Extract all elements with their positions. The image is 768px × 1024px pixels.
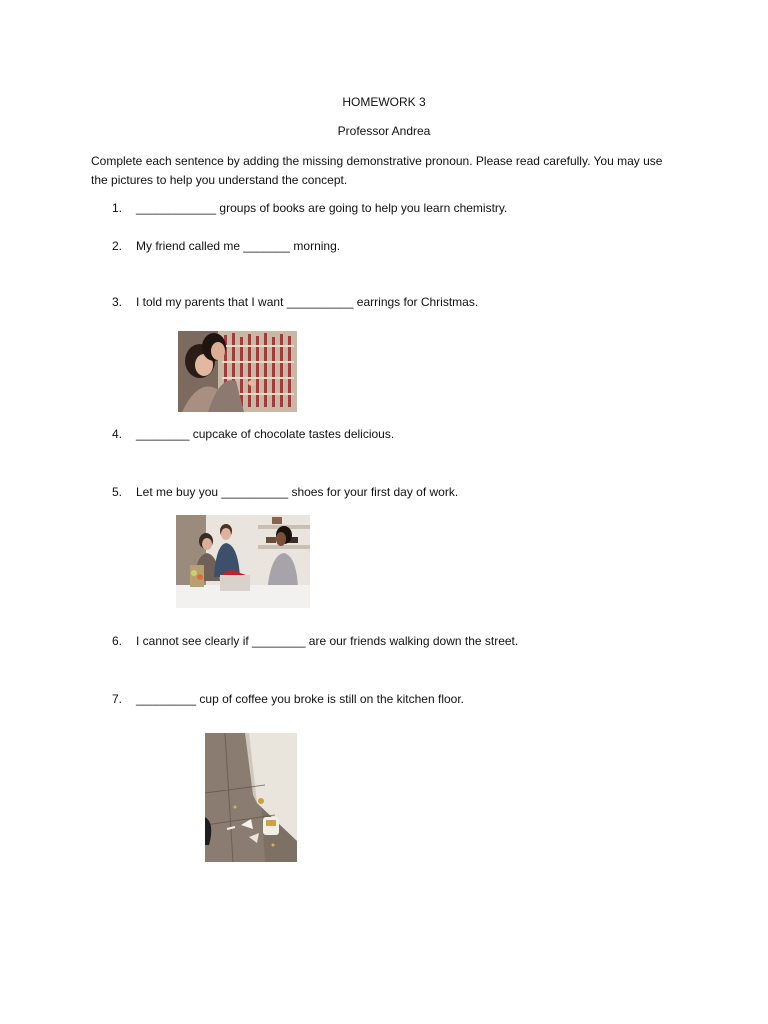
- page-title: HOMEWORK 3: [342, 95, 426, 109]
- question-6: [112, 634, 518, 648]
- question-text: I told my parents that I want __________ earrings for Christmas.: [136, 295, 479, 309]
- question-2: [112, 239, 340, 253]
- question-number: 3.: [112, 295, 123, 309]
- question-text: ________ cupcake of chocolate tastes delicious.: [136, 427, 395, 441]
- question-3: [112, 295, 478, 309]
- question-text: _________ cup of coffee you broke is still on the kitchen floor.: [136, 692, 464, 706]
- question-7: [112, 692, 464, 706]
- earrings-shop-photo: [178, 331, 297, 412]
- question-number: 7.: [112, 692, 123, 706]
- question-text: I cannot see clearly if ________ are our friends walking down the street.: [136, 634, 519, 648]
- question-number: 4.: [112, 427, 123, 441]
- question-text: Let me buy you __________ shoes for your first day of work.: [136, 485, 459, 499]
- question-number: 1.: [112, 201, 123, 215]
- shoe-store-photo: [176, 515, 310, 608]
- professor-name: Professor Andrea: [337, 124, 431, 138]
- question-text: ____________ groups of books are going to help you learn chemistry.: [136, 201, 508, 215]
- instructions-paragraph: Complete each sentence by adding the missing demonstrative pronoun. Please read carefully. You may use the pictures to help you understand the concept.: [91, 154, 663, 187]
- question-5: [112, 485, 458, 499]
- question-number: 6.: [112, 634, 123, 648]
- broken-cup-photo: [205, 733, 297, 862]
- question-number: 5.: [112, 485, 123, 499]
- question-4: [112, 427, 394, 441]
- question-number: 2.: [112, 239, 123, 253]
- question-1: [112, 201, 507, 215]
- question-text: My friend called me _______ morning.: [136, 239, 341, 253]
